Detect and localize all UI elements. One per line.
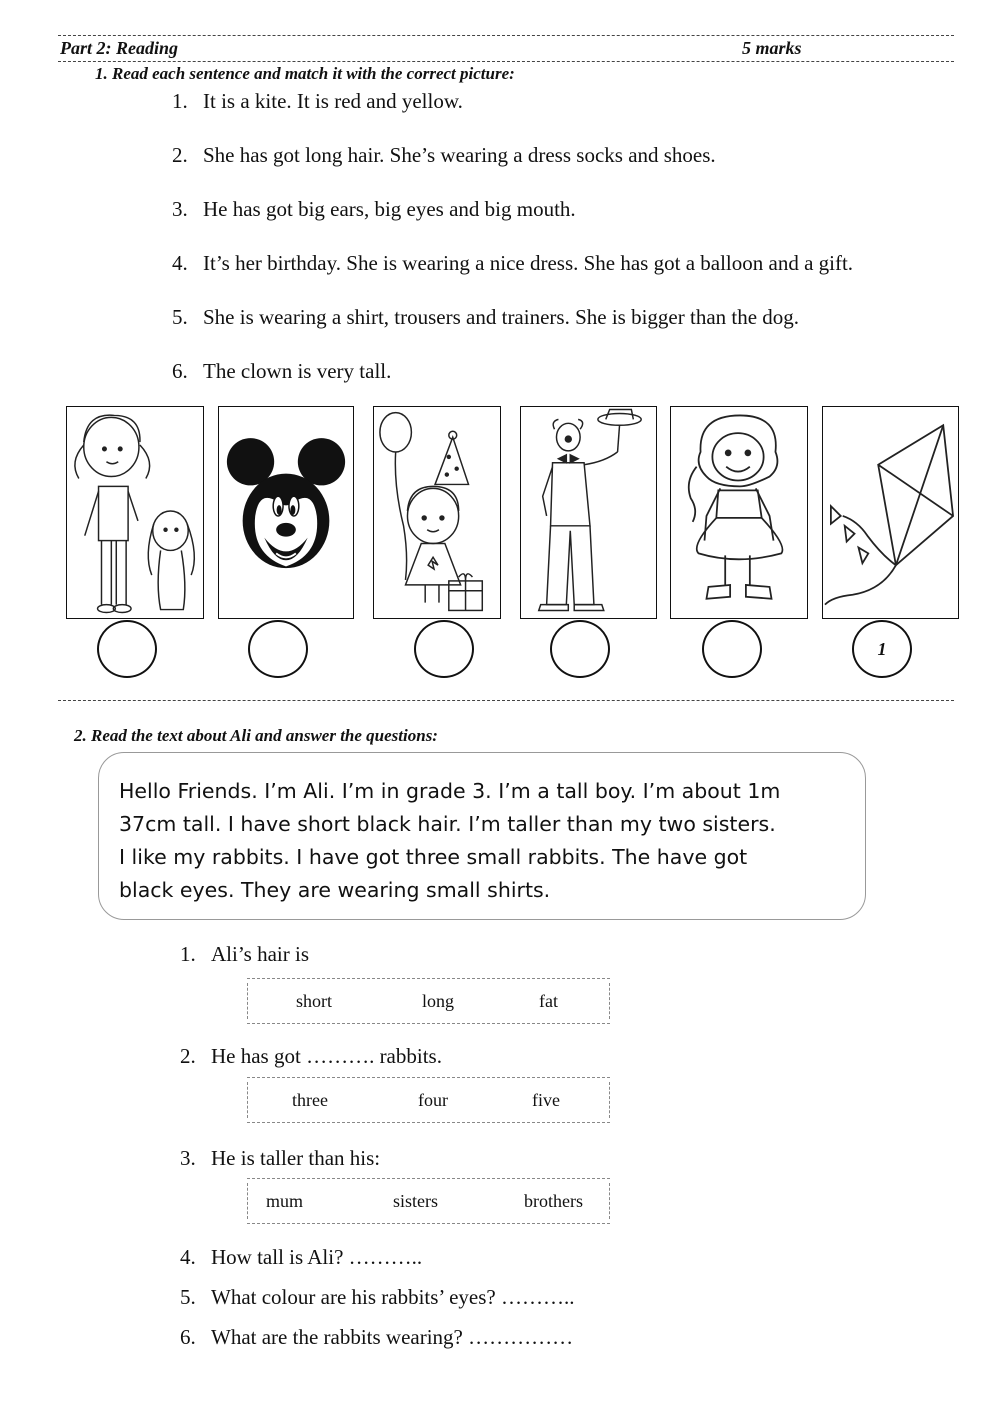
answer-circle-3[interactable] [414,620,474,678]
question-4: 4. How tall is Ali? ……….. [180,1245,423,1269]
marks-label: 5 marks [742,38,802,58]
part-label: Part 2: Reading [60,38,179,58]
sentence-1: 1. It is a kite. It is red and yellow. [172,89,463,113]
passage-line: Hello Friends. I’m Ali. I’m in grade 3. I’m a tall boy. I’m about 1m [119,779,781,803]
answer-circle-6[interactable]: 1 [852,620,912,678]
option-brothers[interactable]: brothers [524,1191,583,1211]
question-6: 6. What are the rabbits wearing? …………… [180,1325,574,1349]
question-3: 3. He is taller than his: [180,1146,381,1170]
sentence-3: 3. He has got big ears, big eyes and big mouth. [172,197,576,221]
option-short[interactable]: short [296,991,332,1011]
reading-passage [98,752,866,920]
question-1: 1. Ali’s hair is [180,942,309,966]
option-three[interactable]: three [292,1090,328,1110]
passage-line: black eyes. They are wearing small shirts. [119,878,551,902]
option-fat[interactable]: fat [539,991,558,1011]
answer-circle-5[interactable] [702,620,762,678]
options-box-2 [247,1077,610,1123]
picture-kite [822,406,959,619]
option-mum[interactable]: mum [266,1191,304,1211]
picture-birthday-girl [373,406,501,619]
passage-line: 37cm tall. I have short black hair. I’m taller than my two sisters. [119,812,776,836]
option-long[interactable]: long [422,991,455,1011]
section-divider [58,700,954,701]
picture-mickey-mouse [218,406,354,619]
sentence-4: 4. It’s her birthday. She is wearing a nice dress. She has got a balloon and a gift. [172,251,854,275]
sentence-2: 2. She has got long hair. She’s wearing a dress socks and shoes. [172,143,716,167]
picture-tall-clown [520,406,657,619]
options-box-1 [247,978,610,1024]
question-2: 2. He has got ………. rabbits. [180,1044,442,1068]
header-divider [58,61,954,62]
passage-line: I like my rabbits. I have got three small rabbits. The have got [119,845,748,869]
option-sisters[interactable]: sisters [393,1191,438,1211]
question-5: 5. What colour are his rabbits’ eyes? ……….. [180,1285,575,1309]
picture-girl-with-dog [66,406,204,619]
sentence-6: 6. The clown is very tall. [172,359,392,383]
option-four[interactable]: four [418,1090,448,1110]
answer-circle-1[interactable] [97,620,157,678]
top-divider [58,35,954,36]
options-box-3 [247,1178,610,1224]
section2-instruction: 2. Read the text about Ali and answer the questions: [74,726,438,745]
option-five[interactable]: five [532,1090,560,1110]
answer-circle-4[interactable] [550,620,610,678]
answer-circle-2[interactable] [248,620,308,678]
sentence-5: 5. She is wearing a shirt, trousers and trainers. She is bigger than the dog. [172,305,800,329]
picture-girl-in-dress [670,406,808,619]
section1-instruction: 1. Read each sentence and match it with the correct picture: [95,64,515,83]
